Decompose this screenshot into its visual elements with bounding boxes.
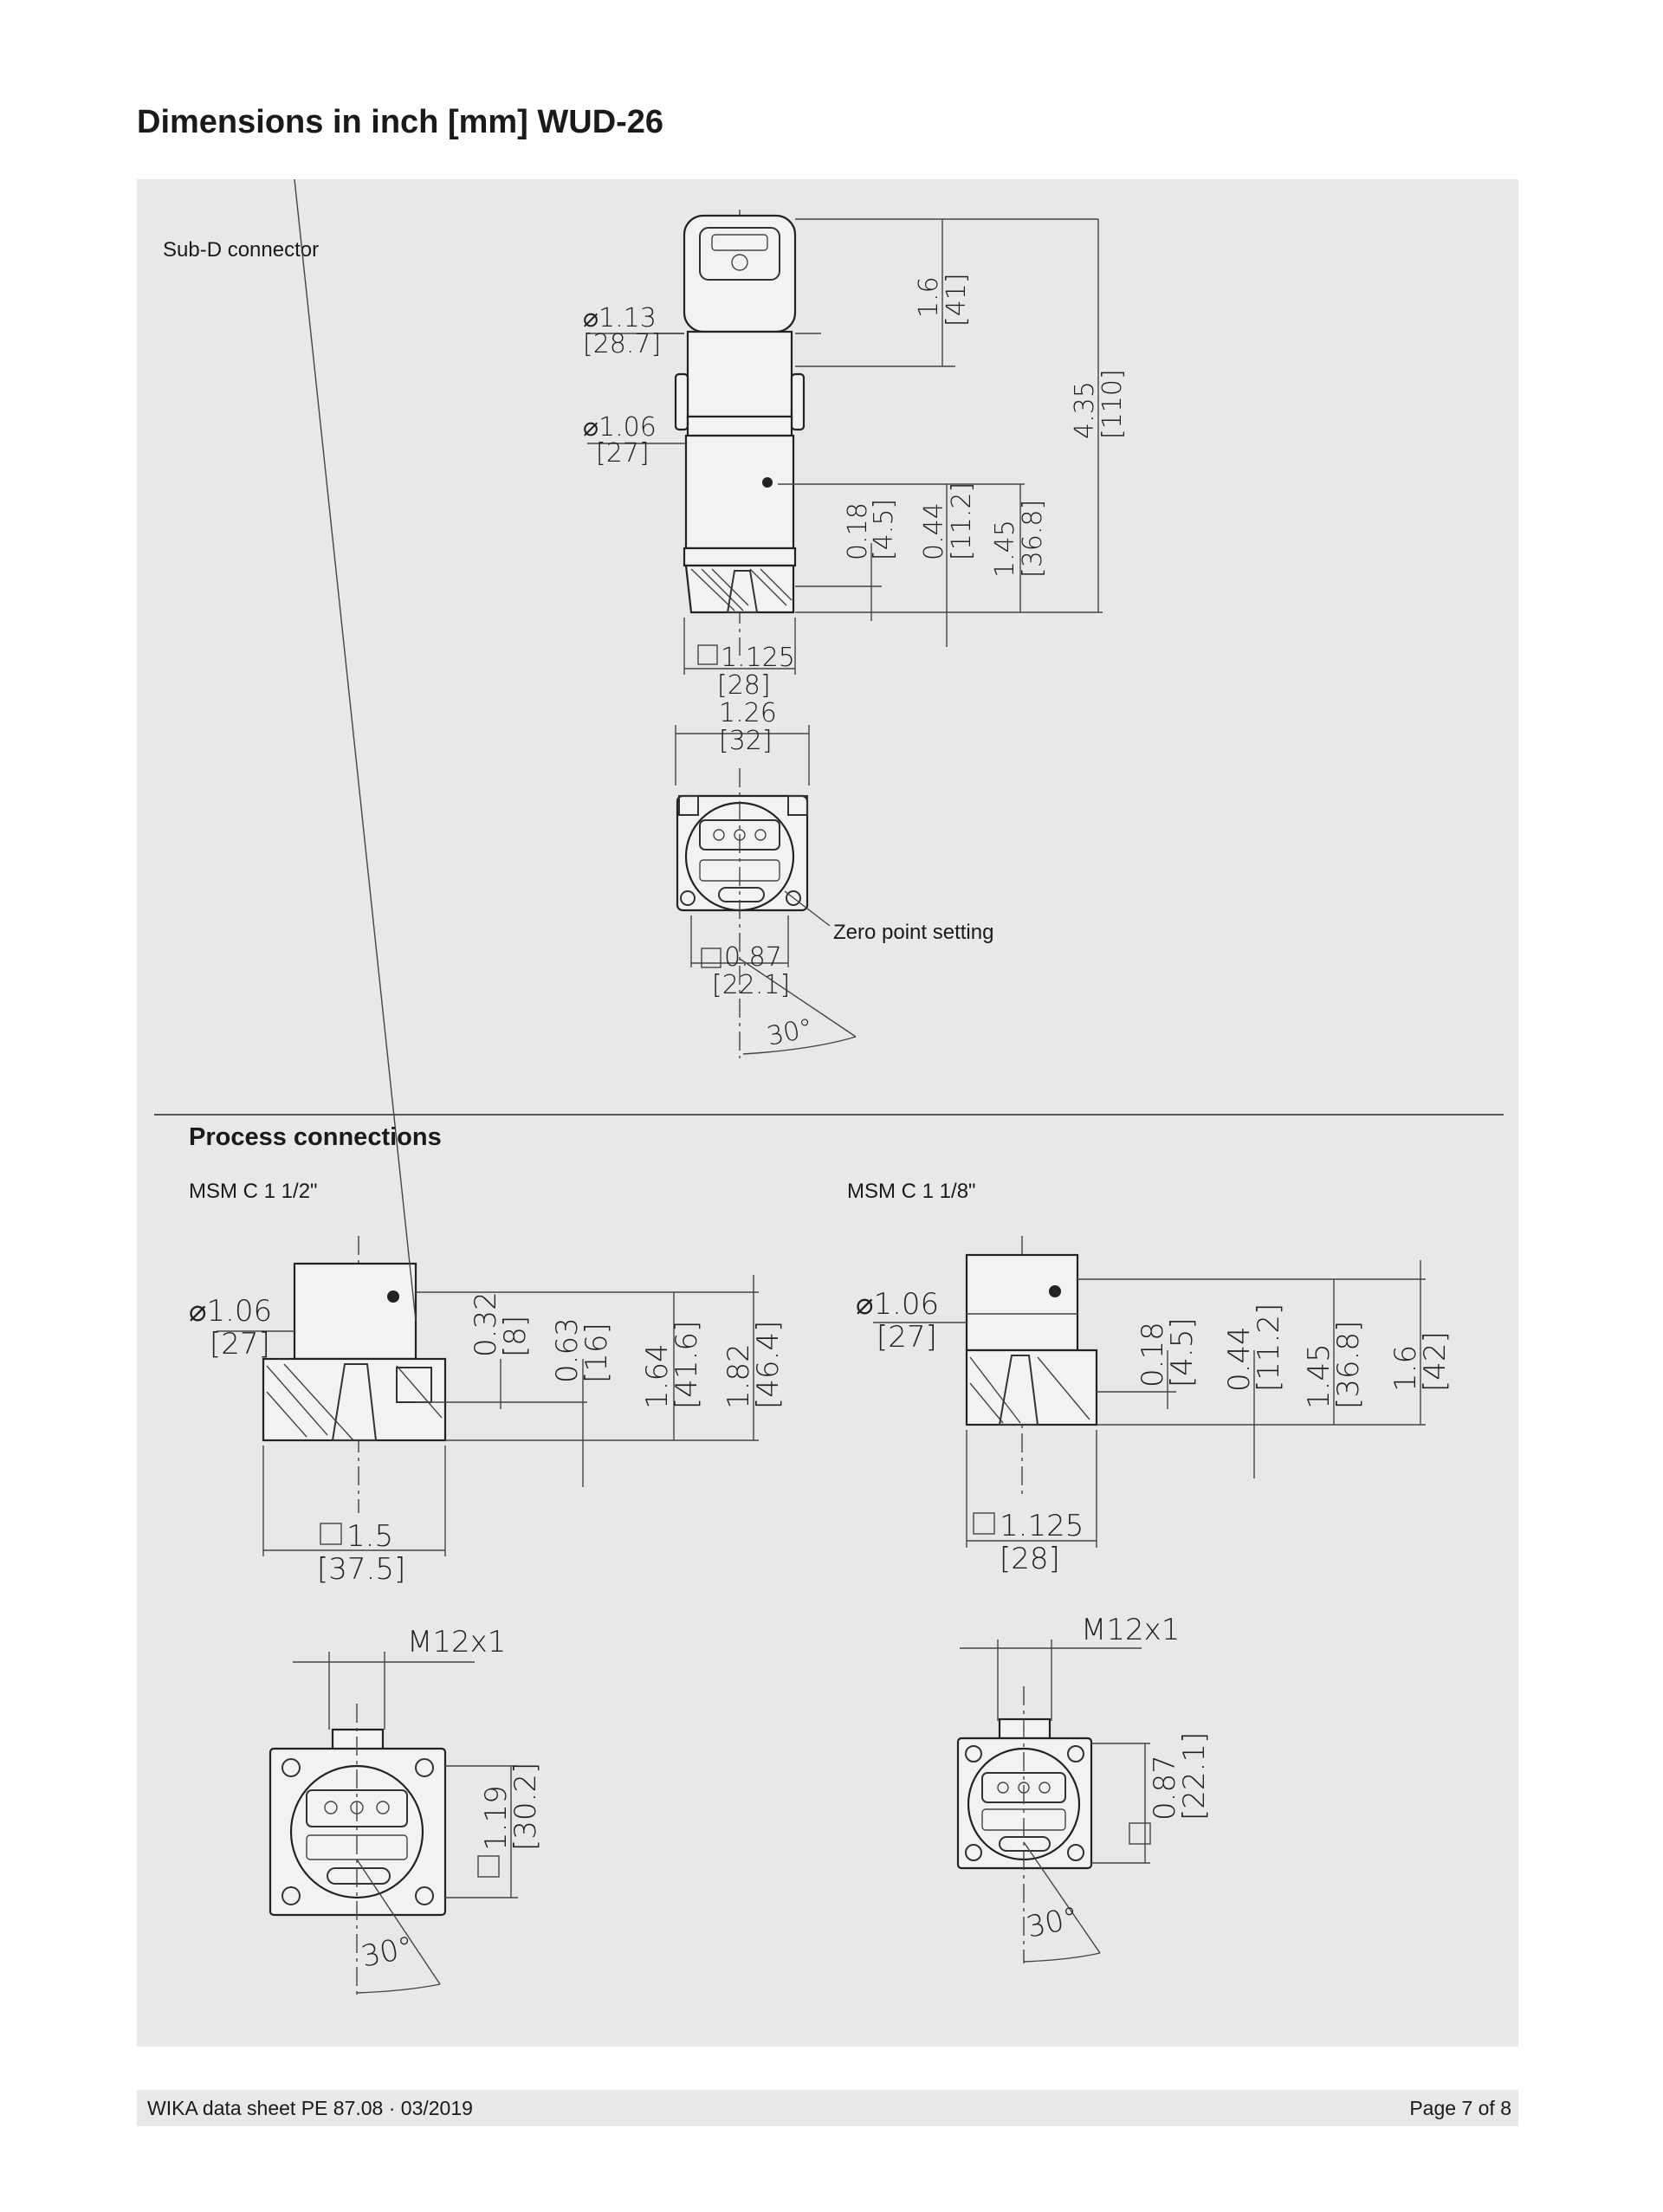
dim-d1-in: ⌀1.13 — [583, 303, 657, 333]
svg-text:M12x1: M12x1 — [1081, 1613, 1181, 1647]
svg-text:0.87: 0.87 — [724, 942, 782, 973]
svg-text:1.6: 1.6 — [1388, 1344, 1423, 1392]
svg-text:[46.4]: [46.4] — [751, 1320, 786, 1409]
svg-text:[8]: [8] — [498, 1315, 533, 1357]
svg-text:[28]: [28] — [1000, 1542, 1060, 1576]
svg-text:M12x1: M12x1 — [407, 1625, 507, 1659]
page-title: Dimensions in inch [mm] WUD-26 — [137, 104, 664, 140]
subd-connector-label: Sub-D connector — [163, 238, 320, 262]
svg-text:1.125: 1.125 — [1000, 1509, 1084, 1543]
svg-text:0.63: 0.63 — [550, 1317, 585, 1383]
msm-right-label: MSM C 1 1/8" — [847, 1180, 976, 1203]
svg-text:1.26: 1.26 — [719, 698, 777, 728]
svg-text:[16]: [16] — [579, 1323, 614, 1383]
svg-text:[4.5]: [4.5] — [869, 498, 899, 560]
svg-text:[42]: [42] — [1418, 1331, 1453, 1392]
svg-text:30°: 30° — [1023, 1900, 1082, 1945]
svg-text:1.45: 1.45 — [1302, 1343, 1336, 1409]
svg-text:⌀1.06: ⌀1.06 — [583, 412, 657, 443]
footer-page-number: Page 7 of 8 — [1409, 2097, 1511, 2119]
svg-text:[22.1]: [22.1] — [1177, 1731, 1212, 1821]
drawing-area — [137, 179, 1518, 2047]
svg-text:0.44: 0.44 — [1222, 1326, 1257, 1392]
svg-text:[41.6]: [41.6] — [670, 1320, 704, 1409]
svg-text:0.44: 0.44 — [919, 502, 949, 560]
svg-text:[28]: [28] — [717, 670, 771, 701]
svg-text:1.19: 1.19 — [479, 1785, 514, 1851]
footer — [137, 2090, 1518, 2126]
svg-text:[110]: [110] — [1097, 369, 1128, 439]
svg-text:30°: 30° — [358, 1930, 417, 1975]
process-connections-heading: Process connections — [189, 1123, 442, 1151]
svg-text:[27]: [27] — [596, 438, 650, 469]
svg-text:[36.8]: [36.8] — [1331, 1320, 1366, 1409]
svg-text:1.6: 1.6 — [914, 276, 944, 318]
svg-text:[36.8]: [36.8] — [1018, 499, 1048, 578]
subd-front-view — [676, 698, 856, 1058]
svg-text:[11.2]: [11.2] — [947, 482, 977, 560]
technical-drawing — [137, 179, 1518, 2047]
svg-text:0.32: 0.32 — [469, 1291, 503, 1357]
svg-text:[4.5]: [4.5] — [1165, 1317, 1200, 1387]
svg-text:0.18: 0.18 — [1136, 1322, 1170, 1387]
svg-text:1.45: 1.45 — [990, 520, 1020, 578]
svg-text:[30.2]: [30.2] — [508, 1762, 543, 1851]
svg-text:⌀1.06: ⌀1.06 — [856, 1287, 940, 1322]
svg-text:[37.5]: [37.5] — [317, 1552, 406, 1587]
svg-text:1.82: 1.82 — [721, 1343, 756, 1409]
svg-text:4.35: 4.35 — [1070, 381, 1100, 439]
svg-text:[41]: [41] — [942, 273, 972, 327]
svg-text:⌀1.06: ⌀1.06 — [189, 1294, 273, 1329]
svg-text:[32]: [32] — [719, 726, 773, 756]
msm-left-label: MSM C 1 1/2" — [189, 1180, 318, 1203]
svg-text:30°: 30° — [764, 1012, 816, 1052]
svg-text:0.18: 0.18 — [843, 502, 873, 560]
zero-point-label: Zero point setting — [833, 921, 994, 944]
svg-text:[27]: [27] — [877, 1320, 937, 1355]
svg-text:[27]: [27] — [210, 1327, 270, 1361]
svg-text:1.5: 1.5 — [346, 1519, 394, 1554]
process-right-front-view — [958, 1613, 1212, 1963]
svg-text:1.64: 1.64 — [640, 1343, 675, 1409]
process-left-front-view — [270, 1625, 543, 1998]
process-right-side-view — [856, 1236, 1453, 1576]
svg-text:[11.2]: [11.2] — [1252, 1303, 1286, 1392]
svg-text:[22.1]: [22.1] — [712, 970, 791, 1000]
svg-text:1.125: 1.125 — [721, 643, 795, 673]
svg-text:0.87: 0.87 — [1148, 1755, 1182, 1821]
dim-d1-mm: [28.7] — [583, 329, 662, 359]
footer-datasheet-ref: WIKA data sheet PE 87.08 · 03/2019 — [147, 2097, 473, 2119]
subd-side-view — [583, 210, 1128, 701]
